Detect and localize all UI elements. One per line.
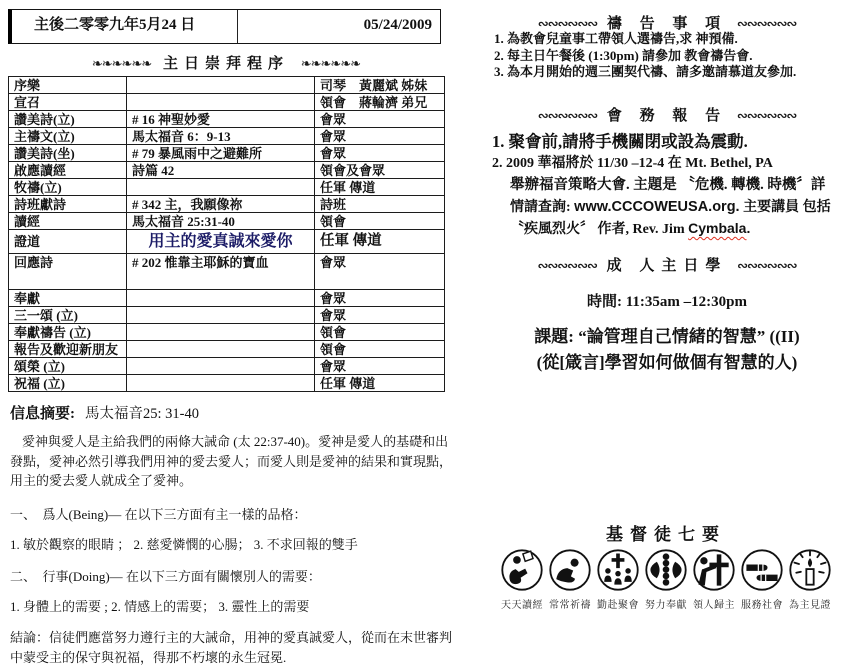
program-detail	[127, 358, 315, 375]
offering-icon	[644, 548, 688, 592]
report-item-2-line-3	[510, 196, 831, 216]
program-item: 奉獻禱告 (立)	[9, 324, 127, 341]
seven-label: 勤赴聚會	[597, 600, 639, 611]
program-item: 啟應讀經	[9, 162, 127, 179]
table-row	[9, 290, 445, 307]
ornament-icon: ❧❧❧❧❧❧	[300, 57, 361, 72]
list-item	[692, 548, 736, 611]
worship-program-table	[8, 76, 445, 392]
table-row	[9, 94, 445, 111]
summary-point-1: 一、 爲人(Being)— 在以下三方面有主一樣的品格：	[10, 506, 307, 522]
program-role: 司琴 黃麗斌 姊妹	[315, 77, 445, 94]
report-text: 情請查詢:	[510, 200, 575, 215]
program-item: 讚美詩(坐)	[9, 145, 127, 162]
program-detail: # 342 主，我願像祢	[127, 196, 315, 213]
program-detail	[127, 307, 315, 324]
program-role: 會眾	[315, 111, 445, 128]
list-item	[644, 548, 688, 611]
list-item	[596, 548, 640, 611]
sermon-title: 用主的愛真誠來愛你	[127, 230, 315, 254]
program-detail	[127, 290, 315, 307]
program-item: 證道	[9, 230, 127, 254]
evangelism-icon	[692, 548, 736, 592]
program-role: 會眾	[315, 307, 445, 324]
summary-paragraph: 愛神與愛人是主給我們的兩條大誡命 (太 22:37-40)。愛神是愛人的基礎和出發點，愛神必然引導我們用神的愛去愛人；而愛人則是愛神的結果和實現點，用主的愛去愛人就成全了愛神。	[10, 434, 453, 488]
program-item: 宣召	[9, 94, 127, 111]
program-role: 會眾	[315, 358, 445, 375]
table-row	[9, 358, 445, 375]
program-role: 會眾	[315, 128, 445, 145]
table-row	[9, 213, 445, 230]
ornament-icon: ∾∾∾∾∾∾	[737, 259, 797, 274]
summary-scripture-ref: 馬太福音25: 31-40	[85, 406, 199, 422]
table-row	[9, 307, 445, 324]
list-item: 3. 為本月開始的週三團契代禱、請多邀請慕道友參加.	[494, 64, 797, 79]
prayer-items-title: 禱 告 事 項	[606, 16, 728, 32]
program-role: 會眾	[315, 145, 445, 162]
program-role: 詩班	[315, 196, 445, 213]
table-row	[9, 179, 445, 196]
list-item: 1. 為教會兒童事工帶領人選禱告,求 神預備.	[494, 31, 738, 46]
program-detail: # 202 惟靠主耶穌的寶血	[127, 254, 315, 290]
program-item: 詩班獻詩	[9, 196, 127, 213]
seven-icons-row	[490, 548, 842, 611]
program-item: 頌榮 (立)	[9, 358, 127, 375]
program-item: 序樂	[9, 77, 127, 94]
ornament-icon: ∾∾∾∾∾∾	[537, 259, 597, 274]
program-item: 奉獻	[9, 290, 127, 307]
list-item	[548, 548, 592, 611]
table-row	[9, 254, 445, 290]
seven-label: 努力奉獻	[645, 600, 687, 611]
program-detail	[127, 179, 315, 196]
report-item-1: 1. 聚會前,請將手機關閉或設為震動.	[492, 132, 748, 151]
seven-label: 為主見證	[789, 600, 831, 611]
summary-point-2-items: 1. 身體上的需要 ; 2. 情感上的需要； 3. 靈性上的需要	[10, 598, 310, 614]
program-detail: 馬太福音 25:31-40	[127, 213, 315, 230]
report-item-2-line-1: 2. 2009 華福將於 11/30 –12-4 在 Mt. Bethel, PA	[492, 156, 773, 171]
list-item: 2. 每主日午餐後 (1:30pm) 請參加 教會禱告會.	[494, 47, 753, 63]
program-item: 回應詩	[9, 254, 127, 290]
program-detail: 馬太福音 6：9-13	[127, 128, 315, 145]
church-report-header	[490, 104, 844, 125]
report-text: 主要講員 包括	[739, 200, 831, 215]
sermon-row	[9, 230, 445, 254]
message-summary	[10, 402, 458, 668]
program-detail	[127, 375, 315, 392]
report-text: .	[746, 220, 751, 236]
sunday-school-topic-line-2: (從[箴言]學習如何做個有智慧的人)	[536, 353, 798, 372]
table-row	[9, 375, 445, 392]
program-item: 祝福 (立)	[9, 375, 127, 392]
ornament-icon: ∾∾∾∾∾∾	[537, 109, 598, 124]
summary-heading	[10, 402, 458, 423]
program-role: 任軍 傳道	[315, 230, 445, 254]
program-item: 三一頌 (立)	[9, 307, 127, 324]
program-detail	[127, 341, 315, 358]
program-role: 會眾	[315, 290, 445, 307]
report-item-2-line-4	[510, 218, 750, 238]
chinese-date: 主後二零零九年5月24 日	[12, 10, 238, 43]
sunday-school-time: 時間: 11:35am –12:30pm	[587, 294, 747, 310]
congregation-icon	[596, 548, 640, 592]
seven-label: 天天讀經	[501, 600, 543, 611]
table-row	[9, 77, 445, 94]
seven-essentials-title: 基督徒七要	[606, 525, 726, 544]
reading-icon	[500, 548, 544, 592]
list-item	[500, 548, 544, 611]
program-detail: # 79 暴風雨中之避難所	[127, 145, 315, 162]
program-item: 牧禱(立)	[9, 179, 127, 196]
report-text: 〝疾風烈火〞 作者, Rev. Jim	[510, 222, 689, 237]
summary-point-2: 二、 行事(Doing)— 在以下三方面有關懷別人的需要：	[10, 568, 321, 584]
list-item	[740, 548, 784, 611]
praying-icon	[548, 548, 592, 592]
program-item: 讀經	[9, 213, 127, 230]
sunday-school-header	[490, 254, 844, 275]
program-role: 領會	[315, 213, 445, 230]
program-role: 領會	[315, 324, 445, 341]
summary-heading-label: 信息摘要:	[10, 406, 75, 422]
program-role: 領會及會眾	[315, 162, 445, 179]
program-detail	[127, 324, 315, 341]
worship-title-text: 主日崇拜程序	[162, 56, 289, 72]
date-header-table	[8, 9, 441, 44]
list-item	[788, 548, 832, 611]
conference-url: www.CCCOWEUSA.org.	[574, 199, 740, 215]
program-detail: 詩篇 42	[127, 162, 315, 179]
program-role: 領會	[315, 341, 445, 358]
spellcheck-underlined-word: Cymbala	[688, 220, 747, 236]
program-role: 任軍 傳道	[315, 179, 445, 196]
summary-point-1-items: 1. 敏於觀察的眼睛 ； 2. 慈愛憐憫的心腸； 3. 不求回報的雙手	[10, 536, 358, 552]
table-row	[9, 341, 445, 358]
table-row	[9, 324, 445, 341]
table-row	[9, 145, 445, 162]
ornament-icon: ∾∾∾∾∾∾	[736, 109, 797, 124]
worship-order-title	[8, 52, 444, 73]
program-item: 報告及歡迎新朋友	[9, 341, 127, 358]
ornament-icon: ∾∾∾∾∾∾	[736, 17, 797, 32]
program-detail: # 16 神聖妙愛	[127, 111, 315, 128]
prayer-items-header	[490, 12, 844, 33]
sunday-school-title: 成 人主日學	[606, 258, 728, 274]
service-icon	[740, 548, 784, 592]
ornament-icon: ∾∾∾∾∾∾	[537, 17, 598, 32]
table-row	[9, 111, 445, 128]
program-item: 讚美詩(立)	[9, 111, 127, 128]
numeric-date: 05/24/2009	[363, 17, 432, 33]
program-role: 領會 蔣輪濟 弟兄	[315, 94, 445, 111]
seven-label: 領人歸主	[693, 600, 735, 611]
summary-conclusion: 結論：信徒們應當努力遵行主的大誡命，用神的愛真誠愛人，從而在末世審判中蒙受主的保守與祝福，得那不朽壞的永生冠冕.	[10, 629, 453, 665]
seven-essentials-section	[490, 520, 842, 611]
table-row	[9, 196, 445, 213]
church-report-title: 會 務 報 告	[606, 108, 728, 124]
seven-label: 服務社會	[741, 600, 783, 611]
table-row	[9, 162, 445, 179]
sunday-school-topic-line-1: 課題: “論管理自己情緒的智慧” ((II)	[534, 327, 800, 346]
program-item: 主禱文(立)	[9, 128, 127, 145]
program-role: 任軍 傳道	[315, 375, 445, 392]
program-role: 會眾	[315, 254, 445, 290]
ornament-icon: ❧❧❧❧❧❧	[91, 57, 152, 72]
seven-label: 常常祈禱	[549, 600, 591, 611]
report-item-2-line-2: 舉辦福音策略大會. 主題是 〝危機. 轉機. 時機〞詳	[510, 177, 826, 193]
witness-icon	[788, 548, 832, 592]
table-row	[9, 128, 445, 145]
program-detail	[127, 94, 315, 111]
program-detail	[127, 77, 315, 94]
